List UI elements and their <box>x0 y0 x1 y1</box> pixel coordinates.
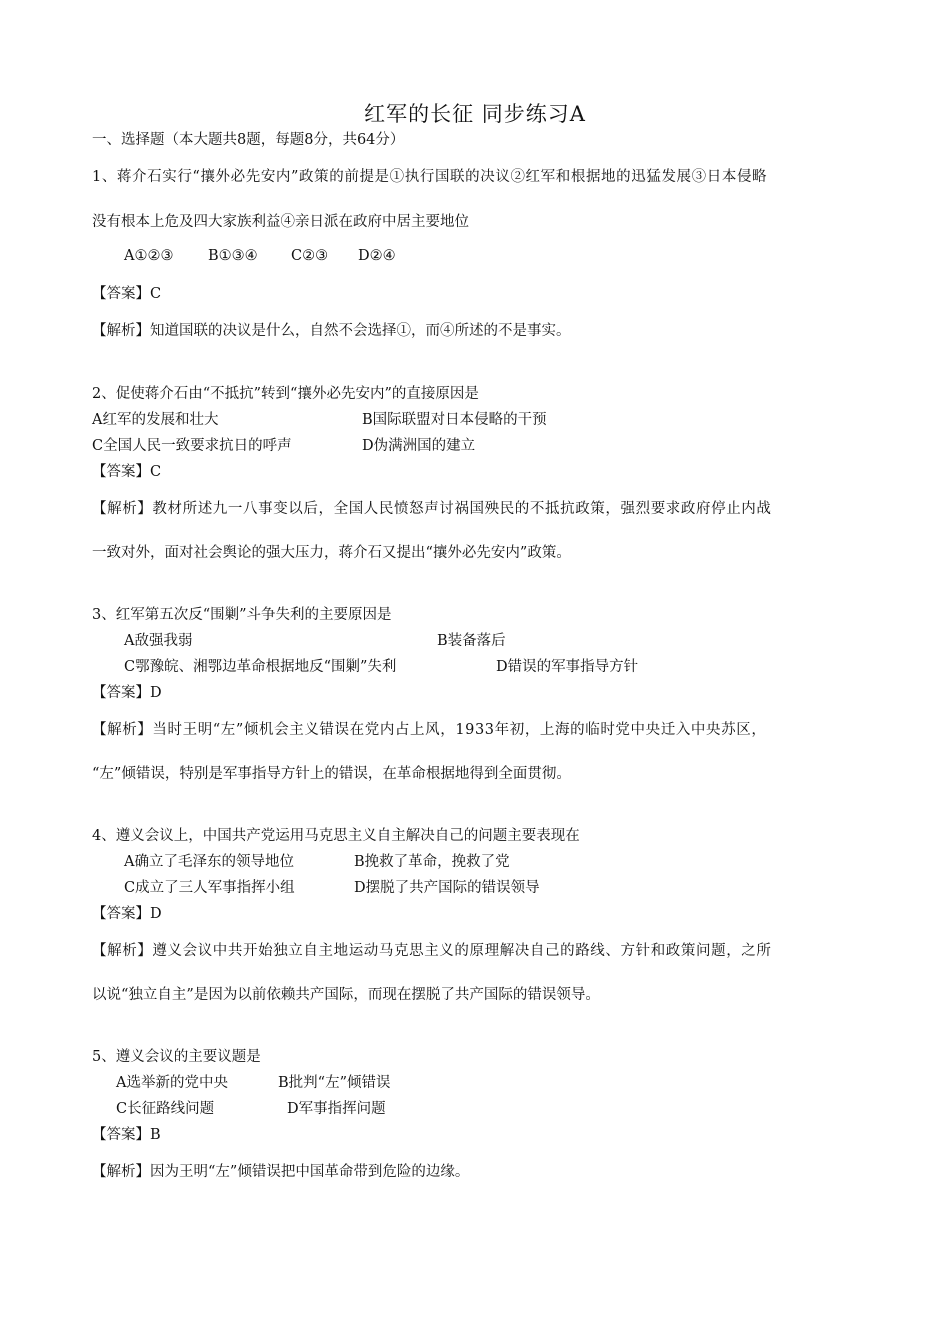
question-1-stem-line-1: 1、蒋介石实行“攘外必先安内”政策的前提是①执行国联的决议②红军和根据地的迅猛发展③日本侵略 <box>92 169 768 185</box>
question-3-answer: 【答案】D <box>92 685 162 701</box>
question-4-stem-line-1: 4、遵义会议上，中国共产党运用马克思主义自主解决自己的问题主要表现在 <box>92 828 580 844</box>
question-3-analysis-line-1: 【解析】当时王明“左”倾机会主义错误在党内占上风，1933年初，上海的临时党中央迁入中央苏区， <box>92 722 767 738</box>
question-5-option-c: C长征路线问题 <box>116 1101 215 1117</box>
question-2-option-b: B国际联盟对日本侵略的干预 <box>362 412 547 428</box>
question-1-answer: 【答案】C <box>92 286 162 302</box>
question-4-option-d: D摆脱了共产国际的错误领导 <box>354 880 540 896</box>
document-title: 红军的长征 同步练习A <box>364 102 586 126</box>
question-2-analysis-line-2: 一致对外，面对社会舆论的强大压力，蒋介石又提出“攘外必先安内”政策。 <box>92 545 571 561</box>
question-2-stem-line-1: 2、促使蒋介石由“不抵抗”转到“攘外必先安内”的直接原因是 <box>92 386 479 402</box>
question-1-option-c: C②③ <box>291 248 329 264</box>
question-2-option-d: D伪满洲国的建立 <box>362 438 476 454</box>
question-2-analysis-line-1: 【解析】教材所述九一八事变以后，全国人民愤怒声讨祸国殃民的不抵抗政策，强烈要求政府停止内战 <box>92 501 772 517</box>
question-3-option-d: D错误的军事指导方针 <box>496 659 639 675</box>
question-5-option-b: B批判“左”倾错误 <box>278 1075 391 1091</box>
question-4-option-b: B挽救了革命，挽救了党 <box>354 854 510 870</box>
question-4-option-c: C成立了三人军事指挥小组 <box>124 880 295 896</box>
question-3-stem-line-1: 3、红军第五次反“围剿”斗争失利的主要原因是 <box>92 607 392 623</box>
question-1-analysis-line-1: 【解析】知道国联的决议是什么，自然不会选择①，而④所述的不是事实。 <box>92 323 571 339</box>
question-4-option-a: A确立了毛泽东的领导地位 <box>124 854 294 870</box>
question-5-answer: 【答案】B <box>92 1127 161 1143</box>
question-5-option-d: D军事指挥问题 <box>287 1101 386 1117</box>
question-1-option-a: A①②③ <box>124 248 174 264</box>
question-5-option-a: A选举新的党中央 <box>116 1075 228 1091</box>
question-3-option-b: B装备落后 <box>437 633 506 649</box>
question-4-analysis-line-2: 以说“独立自主”是因为以前依赖共产国际，而现在摆脱了共产国际的错误领导。 <box>92 987 600 1003</box>
question-5-stem-line-1: 5、遵义会议的主要议题是 <box>92 1049 261 1065</box>
question-2-option-c: C全国人民一致要求抗日的呼声 <box>92 438 292 454</box>
question-2-answer: 【答案】C <box>92 464 162 480</box>
question-1-option-b: B①③④ <box>208 248 258 264</box>
question-2-option-a: A红军的发展和壮大 <box>92 412 219 428</box>
question-3-analysis-line-2: “左”倾错误，特别是军事指导方针上的错误，在革命根据地得到全面贯彻。 <box>92 766 571 782</box>
question-1-option-d: D②④ <box>358 248 396 264</box>
section-heading: 一、选择题（本大题共8题，每题8分，共64分） <box>92 132 405 148</box>
question-1-stem-line-2: 没有根本上危及四大家族利益④亲日派在政府中居主要地位 <box>92 214 469 230</box>
question-3-option-a: A敌强我弱 <box>124 633 193 649</box>
question-4-answer: 【答案】D <box>92 906 162 922</box>
question-3-option-c: C鄂豫皖、湘鄂边革命根据地反“围剿”失利 <box>124 659 397 675</box>
question-5-analysis-line-1: 【解析】因为王明“左”倾错误把中国革命带到危险的边缘。 <box>92 1164 470 1180</box>
question-4-analysis-line-1: 【解析】遵义会议中共开始独立自主地运动马克思主义的原理解决自己的路线、方针和政策问题，之所 <box>92 943 772 959</box>
